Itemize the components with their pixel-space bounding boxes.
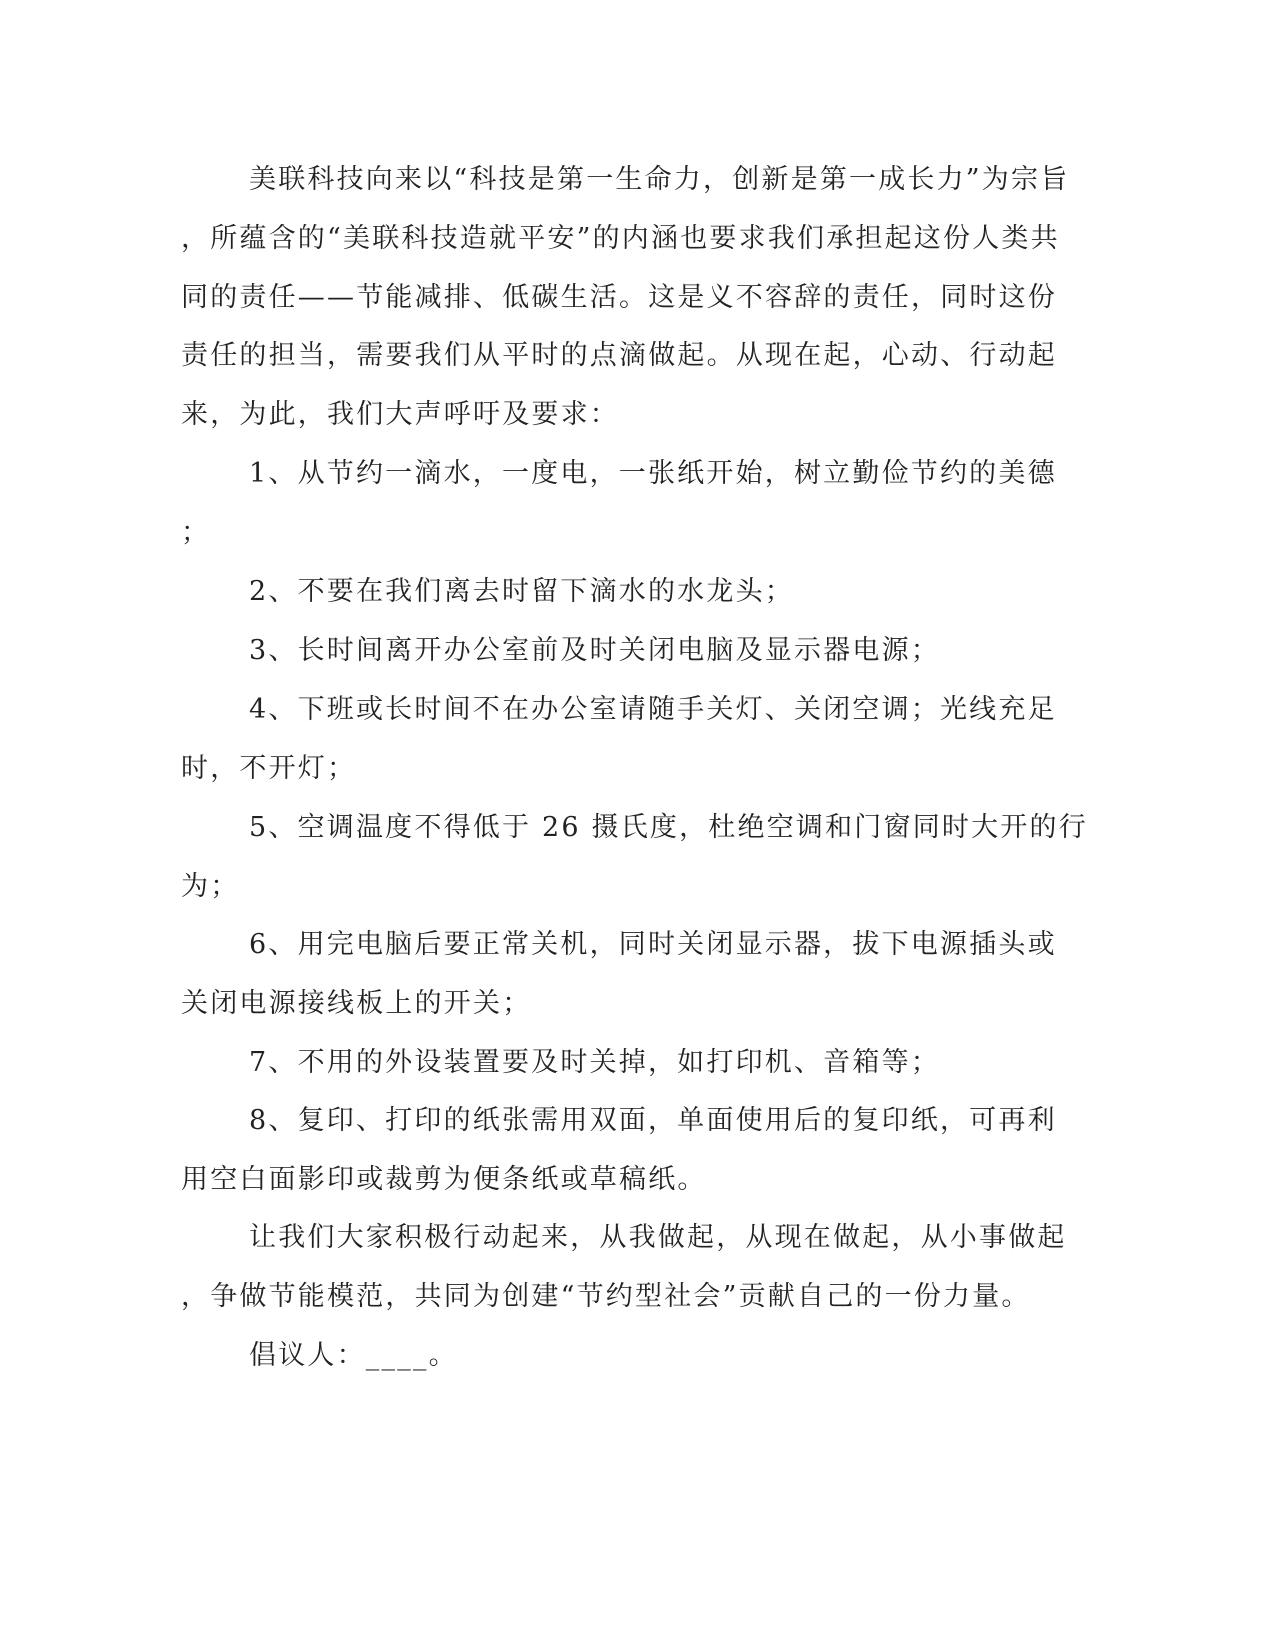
text-line: 3、长时间离开办公室前及时关闭电脑及显示器电源； (249, 635, 940, 666)
text-line: ； (181, 517, 211, 548)
text-line: 8、复印、打印的纸张需用双面，单面使用后的复印纸，可再利 (249, 1105, 1057, 1136)
text-line: 用空白面影印或裁剪为便条纸或草稿纸。 (181, 1164, 707, 1195)
text-line: 美联科技向来以“科技是第一生命力，创新是第一成长力”为宗旨 (249, 164, 1070, 195)
text-line: 关闭电源接线板上的开关； (181, 988, 532, 1019)
text-line: 来，为此，我们大声呼吁及要求： (181, 399, 619, 430)
text-line: ，所蕴含的“美联科技造就平安”的内涵也要求我们承担起这份人类共 (181, 223, 1060, 254)
signature-line: 倡议人：____。 (249, 1340, 458, 1371)
text-line: 2、不要在我们离去时留下滴水的水龙头； (249, 576, 794, 607)
text-line: 1、从节约一滴水，一度电，一张纸开始，树立勤俭节约的美德 (249, 458, 1057, 489)
text-line: 同的责任——节能减排、低碳生活。这是义不容辞的责任，同时这份 (181, 282, 1057, 313)
text-line: 5、空调温度不得低于 26 摄氏度，杜绝空调和门窗同时大开的行 (249, 812, 1088, 843)
text-line: 7、不用的外设装置要及时关掉，如打印机、音箱等； (249, 1047, 940, 1078)
text-line: ，争做节能模范，共同为创建“节约型社会”贡献自己的一份力量。 (181, 1281, 1031, 1312)
text-line: 6、用完电脑后要正常关机，同时关闭显示器，拔下电源插头或 (249, 929, 1057, 960)
text-line: 为； (181, 871, 240, 902)
text-line: 责任的担当，需要我们从平时的点滴做起。从现在起，心动、行动起 (181, 340, 1057, 371)
text-line: 4、下班或长时间不在办公室请随手关灯、关闭空调；光线充足 (249, 694, 1057, 725)
text-line: 让我们大家积极行动起来，从我做起，从现在做起，从小事做起 (249, 1222, 1067, 1253)
text-line: 时，不开灯； (181, 753, 357, 784)
